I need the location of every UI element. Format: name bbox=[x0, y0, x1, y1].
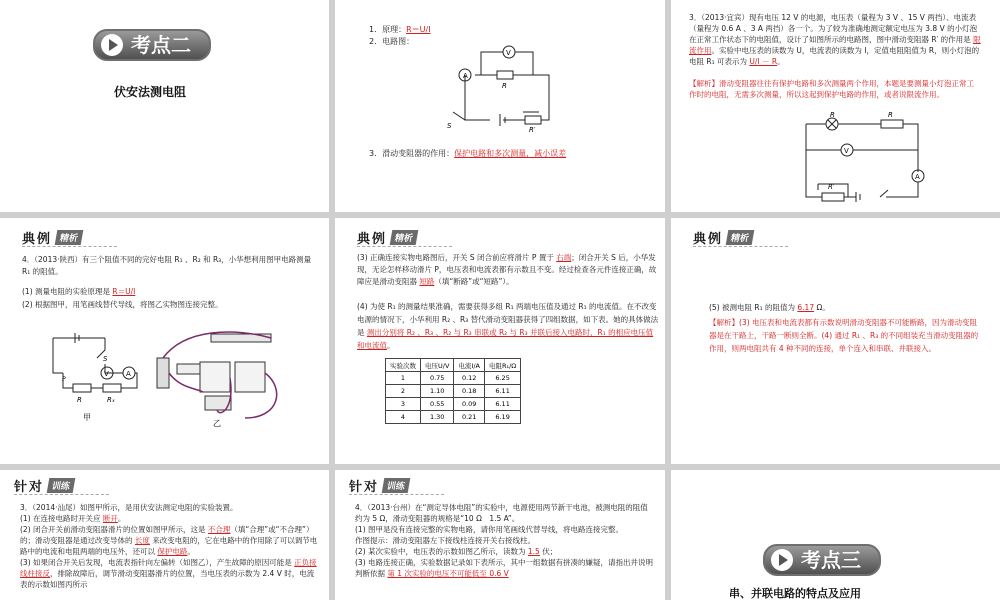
slide-6[interactable] bbox=[671, 218, 1000, 464]
practice-question-4: 4．（2013·台州）在“测定导体电阻”的实验中，电源使用两节新干电池，被测电阻的阻值约为 5 Ω，滑动变阻器的规格是“10 Ω 1.5 A”。 (1) 图甲是没有连接完整的实物电路，请你用笔画线代替导线，将电路连接完整。 作图提示：滑动变阻器左下接线柱连接开关右接线柱。 (2) 某次实验中，电压表的示数如图乙所示，读数为 1.5 伏； (3) 电路连接正确，实验数据记录如下表所示，其中一组数据有拼凑的嫌疑，请指出并说明判断依据 第 1 次实验的电压不可能低至 0.6 V bbox=[355, 503, 654, 578]
explanation: 【解析】(3) 电压表和电流表都有示数说明滑动变阻器不可能断路，因为滑动变阻器是在干路上，干路一断则全断。(4) 通过 R₁ 、R₃ 的不同组装充当滑动变阻器的作用，则两电阻共有 4 种不同的连接，单个连入和串联、并联接入。 bbox=[709, 318, 979, 353]
table-row: 4 1.30 0.21 6.19 bbox=[386, 411, 521, 424]
explanation: 【解析】滑动变阻器往往有保护电路和多次测量两个作用，本题是要测量小灯泡正常工作时的电阻，无需多次测量，所以这起到保护电路的作用，或者说限流作用。 bbox=[689, 79, 974, 99]
svg-text:R: R bbox=[502, 82, 507, 90]
table-row: 3 0.55 0.09 6.11 bbox=[386, 398, 521, 411]
svg-text:乙: 乙 bbox=[213, 419, 221, 428]
rheostat-role-line: 3．滑动变阻器的作用：保护电路和多次测量，减小误差 bbox=[369, 149, 567, 158]
play-arrow-icon bbox=[101, 34, 123, 56]
section-header: 针对 训练 bbox=[349, 476, 409, 495]
svg-text:V: V bbox=[506, 49, 511, 57]
svg-text:A: A bbox=[915, 173, 920, 181]
slide-4[interactable] bbox=[0, 218, 329, 464]
sub-question-3: (3) 正确连接实物电路图后，开关 S 闭合前应将滑片 P 置于 右端；闭合开关 S 后，小华发现，无论怎样移动滑片 P，电压表和电流表都有示数且不变。经过检查各元件连接正确，故障应是滑动变阻器 短路（填“断路”或“短路”）。 bbox=[357, 253, 657, 286]
circuit-diagram bbox=[445, 40, 555, 132]
svg-text:R′: R′ bbox=[529, 126, 536, 132]
data-table bbox=[385, 358, 521, 424]
slide-2[interactable] bbox=[335, 0, 665, 212]
svg-text:R: R bbox=[830, 112, 835, 119]
slide-subtitle: 串、并联电路的特点及应用 bbox=[729, 587, 861, 600]
slide-5[interactable] bbox=[335, 218, 665, 464]
section-header: 典例 精析 bbox=[693, 228, 753, 247]
section-header: 典例 精析 bbox=[357, 228, 417, 247]
svg-text:R′: R′ bbox=[828, 183, 835, 191]
sub-question-1: (1) 测量电阻的实验原理是 R＝U/I bbox=[22, 287, 136, 296]
sub-question-4: (4) 为使 R₁ 的测量结果准确，需要获得多组 R₁ 两端电压值及通过 R₁ 的电流值。在不改变电源的情况下，小华利用 R₂ 、R₃ 替代滑动变阻器获得了四组数据，如下表。她的具体做法是 测出分别将 R₂ 、R₃ 、R₂ 与 R₃ 串联或 R₂ 与 R₃ 并联后接入电路时，R₁ 的相应电压值和电流值。 bbox=[357, 302, 659, 350]
svg-text:P: P bbox=[62, 376, 66, 383]
svg-text:V: V bbox=[844, 147, 849, 155]
circuit-label: 2．电路图： bbox=[369, 37, 415, 46]
table-row: 2 1.10 0.18 6.11 bbox=[386, 385, 521, 398]
principle-line: 1．原理：R＝U/I bbox=[369, 25, 431, 34]
section-banner bbox=[763, 544, 881, 576]
svg-text:S: S bbox=[447, 122, 452, 130]
table-row: 1 0.75 0.12 6.25 bbox=[386, 372, 521, 385]
slide-9[interactable] bbox=[671, 470, 1000, 600]
sub-question-5: (5) 被测电阻 R₁ 的阻值为 6.17 Ω。 bbox=[709, 303, 830, 312]
table-header-row: 实验次数 电压U/V 电流I/A 电阻R₁/Ω bbox=[386, 359, 521, 372]
svg-text:R: R bbox=[888, 112, 893, 119]
svg-text:Rₓ: Rₓ bbox=[107, 396, 115, 404]
sub-question-2: (2) 根据图甲，用笔画线替代导线，将图乙实物图连接完整。 bbox=[22, 300, 223, 309]
section-header: 针对 训练 bbox=[14, 476, 74, 495]
svg-text:V: V bbox=[104, 370, 109, 378]
question-3-text: 3．（2013·宜宾）现有电压 12 V 的电源，电压表（量程为 3 V 、15 V 两挡）、电流表（量程为 0.6 A 、3 A 两挡）各一个。为了较为准确地测定额定电压为 3.8 V 的小灯泡在正常工作状态下的电阻值，设计了如图所示的电路图，图中滑动变阻器 R′ 的作用是 限流作用。实验中电压表的读数为 U，电流表的读数为 I，定值电阻阻值为 R，则小灯泡的电阻 R₁ 可表示为 U/I － R。 bbox=[689, 13, 981, 66]
slide-subtitle: 伏安法测电阻 bbox=[114, 85, 187, 99]
banner-title: 考点三 bbox=[801, 548, 861, 572]
svg-text:S: S bbox=[103, 355, 108, 363]
section-header: 典例 精析 bbox=[22, 228, 82, 247]
slide-1[interactable] bbox=[0, 0, 329, 212]
circuit-diagram bbox=[796, 112, 926, 202]
question-4-text: 4．（2013·陕西）有三个阻值不同的完好电阻 R₁ 、R₂ 和 R₃，小华想利用图甲电路测量 R₁ 的阻值。 bbox=[22, 255, 312, 276]
banner-title: 考点二 bbox=[131, 33, 191, 57]
svg-text:A: A bbox=[126, 370, 131, 378]
slide-7[interactable] bbox=[0, 470, 329, 600]
practice-question-3: 3．（2014·汕尾）如图甲所示，是用伏安法测定电阻的实验装置。 (1) 在连接电路时开关应 断开。 (2) 闭合开关前滑动变阻器滑片的位置如图甲所示，这是 不合理（填“合理”或“不合理”）的；滑动变阻器是通过改变导体的 长度 来改变电阻的，它在电路中的作用除了可以调节电路中的电流和电阻两端的电压外，还可以 保护电路。 (3) 如果闭合开关后发现，电流表指针向左偏转（如图乙），产生故障的原因可能是 正负接线柱接反，排除故障后，调节滑动变阻器滑片的位置，当电压表的示数为 2.4 V 时，电流表的示数如图丙所示 bbox=[20, 503, 318, 589]
svg-text:R: R bbox=[77, 396, 82, 404]
slide-3[interactable] bbox=[671, 0, 1000, 212]
slide-8[interactable] bbox=[335, 470, 665, 600]
section-banner bbox=[93, 29, 211, 61]
apparatus-figure bbox=[45, 328, 315, 428]
svg-text:A: A bbox=[463, 72, 468, 80]
svg-text:甲: 甲 bbox=[83, 413, 91, 422]
play-arrow-icon bbox=[771, 549, 793, 571]
